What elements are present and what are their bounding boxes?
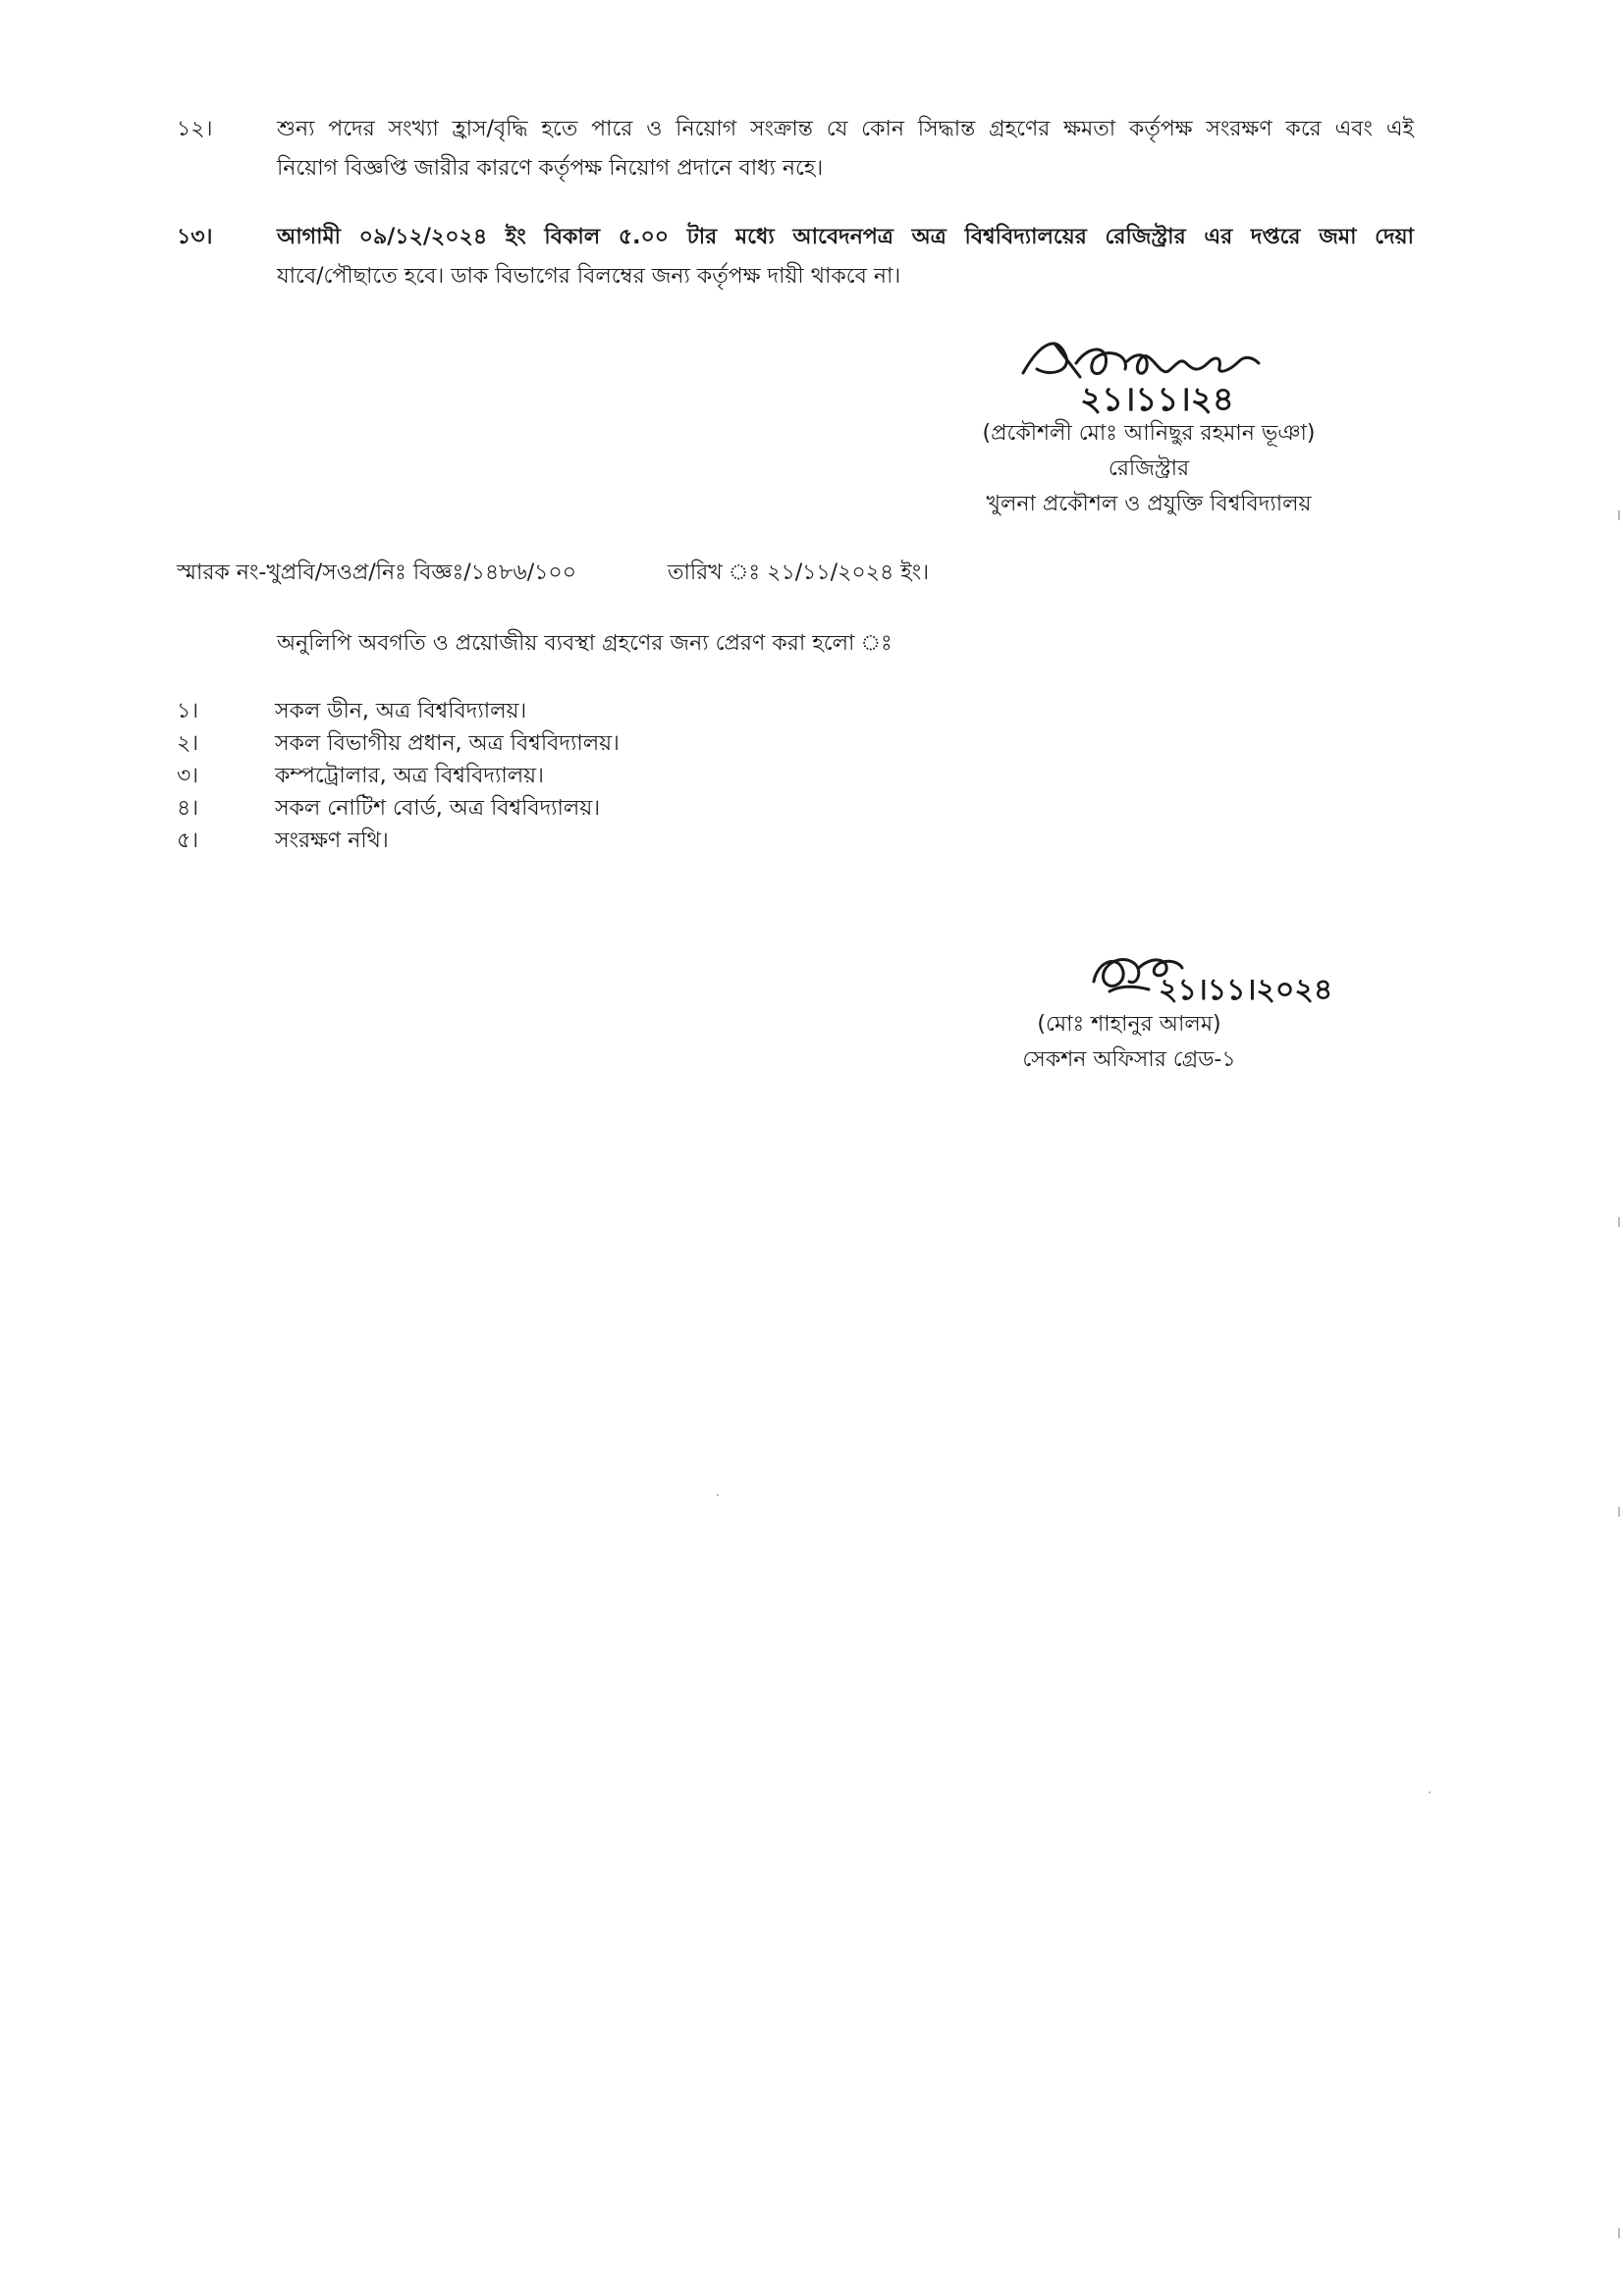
- scan-edge-mark: [1618, 1217, 1620, 1227]
- clause-13: [177, 218, 1414, 296]
- clause-line: আগামী ০৯/১২/২০২৪ ইং বিকাল ৫.০০ টার মধ্যে আবেদনপত্র অত্র বিশ্ববিদ্যালয়ের রেজিস্ট্রার এর দপ্তরে জমা দেয়া: [277, 225, 1414, 249]
- section-officer-signature-date: ২১।১১।২০২৪: [1159, 973, 1333, 1007]
- list-item-text: সকল নোটিশ বোর্ড, অত্র বিশ্ববিদ্যালয়।: [275, 796, 601, 821]
- registrar-name: (প্রকৌশলী মোঃ আনিছুর রহমান ভূঞা): [982, 421, 1316, 446]
- clause-text: [277, 110, 1414, 188]
- scan-edge-mark: [1618, 510, 1620, 520]
- registrar-title: রেজিস্ট্রার: [1108, 456, 1190, 481]
- scan-edge-mark: [1618, 2228, 1620, 2238]
- section-officer-name: (মোঃ শাহানুর আলম): [1037, 1012, 1221, 1037]
- scan-speck: [1429, 1791, 1431, 1793]
- section-officer-block: [982, 1007, 1276, 1078]
- list-item-number: ৫।: [177, 828, 199, 853]
- clause-line: যাবে/পৌছাতে হবে। ডাক বিভাগের বিলম্বের জন্য কর্তৃপক্ষ দায়ী থাকবে না।: [277, 264, 901, 289]
- clause-line: নিয়োগ বিজ্ঞপ্তি জারীর কারণে কর্তৃপক্ষ নিয়োগ প্রদানে বাধ্য নহে।: [277, 156, 824, 181]
- cc-intro: অনুলিপি অবগতি ও প্রয়োজীয় ব্যবস্থা গ্রহণের জন্য প্রেরণ করা হলো ঃ: [277, 631, 893, 656]
- clause-number: ১৩।: [177, 225, 213, 249]
- clause-12: [177, 110, 1414, 188]
- scan-speck: [717, 1494, 719, 1496]
- clause-text: [277, 218, 1414, 296]
- list-item-text: সকল বিভাগীয় প্রধান, অত্র বিশ্ববিদ্যালয়।: [275, 731, 620, 756]
- clause-line: শুন্য পদের সংখ্যা হ্রাস/বৃদ্ধি হতে পারে ও নিয়োগ সংক্রান্ত যে কোন সিদ্ধান্ত গ্রহণের ক্ষমতা কর্তৃপক্ষ সংরক্ষণ করে এবং এই: [277, 117, 1414, 141]
- list-item-number: ২।: [177, 731, 199, 756]
- memo-ref: স্মারক নং-খুপ্রবি/সওপ্র/নিঃ বিজ্ঞঃ/১৪৮৬/১০০: [177, 561, 577, 585]
- scan-edge-mark: [1618, 1507, 1620, 1517]
- registrar-institution: খুলনা প্রকৌশল ও প্রযুক্তি বিশ্ববিদ্যালয়: [986, 492, 1312, 516]
- memo-date: তারিখ ঃ ২১/১১/২০২৪ ইং।: [668, 561, 930, 585]
- list-item-number: ৩।: [177, 764, 199, 788]
- clause-number: ১২।: [177, 117, 213, 141]
- list-item-text: কম্পট্রোলার, অত্র বিশ্ববিদ্যালয়।: [275, 764, 544, 788]
- list-item-text: সকল ডীন, অত্র বিশ্ববিদ্যালয়।: [275, 699, 527, 723]
- list-item-text: সংরক্ষণ নথি।: [275, 828, 389, 853]
- registrar-block: [943, 416, 1355, 522]
- list-item-number: ৪।: [177, 796, 199, 821]
- registrar-signature-date: ২১।১১।২৪: [1080, 380, 1234, 419]
- list-item-number: ১।: [177, 699, 199, 723]
- section-officer-title: সেকশন অফিসার গ্রেড-১: [1022, 1047, 1236, 1072]
- registrar-signature: [1011, 314, 1286, 422]
